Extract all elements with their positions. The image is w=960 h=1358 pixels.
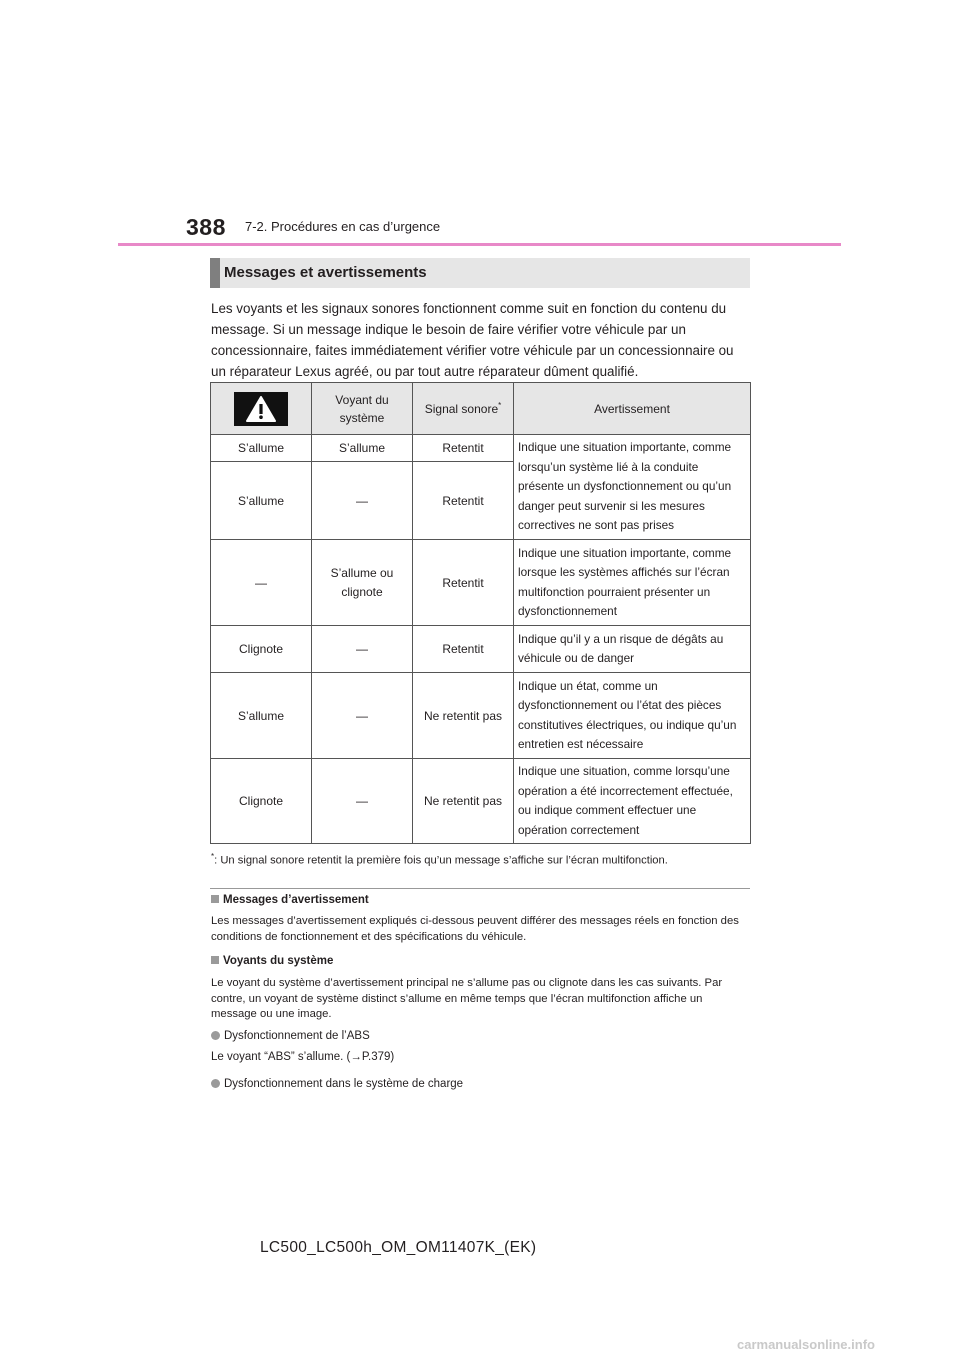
- table-header-icon-cell: [211, 383, 312, 435]
- square-bullet-icon: [211, 895, 219, 903]
- table-header-sound-signal-label: Signal sonore: [424, 402, 499, 416]
- table-row: [211, 626, 751, 673]
- watermark: carmanualsonline.info: [737, 1337, 875, 1352]
- table-cell: —: [312, 462, 413, 540]
- table-footnote: [211, 852, 668, 867]
- table-cell: S’allume: [312, 435, 413, 462]
- table-row: [211, 759, 751, 844]
- table-cell: Ne retentit pas: [413, 759, 514, 844]
- table-cell: S’allume ou clignote: [312, 540, 413, 626]
- table-cell-description: Indique une situation, comme lorsqu’une opération a été incorrectement effectuée, ou indique comment effectuer une opération correctement: [514, 759, 751, 844]
- section-heading-tab: [210, 258, 220, 288]
- table-header-row: [211, 383, 751, 435]
- bullet-item: [211, 1030, 370, 1042]
- table-cell: Retentit: [413, 462, 514, 540]
- warning-triangle-icon: [234, 392, 288, 426]
- bullet-item: [211, 1078, 463, 1090]
- table-cell-description: Indique un état, comme un dysfonctionnement ou l’état des pièces constitutives électriques, ou indique qu’un entretien est nécessaire: [514, 673, 751, 759]
- table-cell: Ne retentit pas: [413, 673, 514, 759]
- warning-table: [210, 382, 751, 844]
- table-cell-description: Indique qu’il y a un risque de dégâts au véhicule ou de danger: [514, 626, 751, 673]
- table-row: [211, 435, 751, 462]
- subsection-heading: [211, 955, 333, 967]
- table-cell: Retentit: [413, 626, 514, 673]
- table-header-system-light: Voyant du système: [312, 383, 413, 435]
- bullet-text: Le voyant “ABS” s’allume. (→P.379): [211, 1051, 395, 1063]
- table-header-sound-signal: [413, 383, 514, 435]
- table-cell: S’allume: [211, 673, 312, 759]
- subsection-text: Les messages d’avertissement expliqués ci-dessous peuvent différer des messages réels en fonction des conditions de fonctionnement et des spécifications du véhicule.: [211, 915, 739, 943]
- intro-paragraph: Les voyants et les signaux sonores fonctionnent comme suit en fonction du contenu du message. Si un message indique le besoin de faire vérifier votre véhicule par un concessionnaire, faites immédiatement vérifier votre véhicule par un concessionnaire ou un réparateur Lexus agréé, ou par tout autre réparateur dûment qualifié.: [211, 301, 734, 379]
- table-cell-description: Indique une situation importante, comme lorsque les systèmes affichés sur l’écran multifonction pourraient présenter un dysfonctionnement: [514, 540, 751, 626]
- table-cell: Clignote: [211, 759, 312, 844]
- table-cell: —: [312, 626, 413, 673]
- round-bullet-icon: [211, 1079, 220, 1088]
- footnote-marker: *: [498, 401, 502, 410]
- section-title: Messages et avertissements: [224, 264, 427, 281]
- footnote-mark: *: [211, 852, 215, 861]
- table-header-warning: Avertissement: [514, 383, 751, 435]
- table-cell: —: [211, 540, 312, 626]
- subsection-heading-label: Voyants du système: [223, 955, 334, 967]
- table-cell-description: Indique une situation importante, comme lorsqu’un système lié à la conduite présente un dysfonctionnement ou qu’un danger peut survenir si les mesures correctives ne sont pas prises: [514, 435, 751, 540]
- chapter-title: 7-2. Procédures en cas d’urgence: [245, 219, 441, 234]
- table-cell: Retentit: [413, 540, 514, 626]
- round-bullet-icon: [211, 1031, 220, 1040]
- section-heading: [210, 258, 750, 288]
- table-cell: Retentit: [413, 435, 514, 462]
- bullet-label: Dysfonctionnement de l’ABS: [224, 1030, 370, 1042]
- table-cell: S’allume: [211, 462, 312, 540]
- table-cell: S’allume: [211, 435, 312, 462]
- table-row: [211, 673, 751, 759]
- subsection-text: Le voyant du système d’avertissement principal ne s’allume pas ou clignote dans les cas suivants. Par contre, un voyant de système distinct s’allume en même temps que l’écran multifonction affiche un message ou une image.: [211, 977, 723, 1020]
- footnote-text: : Un signal sonore retentit la première fois qu’un message s’affiche sur l’écran multifonction.: [214, 854, 668, 867]
- table-row: [211, 540, 751, 626]
- header-rule: [118, 243, 841, 246]
- table-cell: —: [312, 673, 413, 759]
- subsection-heading-label: Messages d’avertissement: [223, 894, 369, 906]
- bullet-label: Dysfonctionnement dans le système de charge: [224, 1078, 464, 1090]
- divider: [210, 888, 750, 889]
- table-cell: —: [312, 759, 413, 844]
- subsection-heading: [211, 894, 369, 906]
- square-bullet-icon: [211, 956, 219, 964]
- document-code: LC500_LC500h_OM_OM11407K_(EK): [260, 1239, 537, 1256]
- table-cell: Clignote: [211, 626, 312, 673]
- page-number: 388: [186, 214, 226, 240]
